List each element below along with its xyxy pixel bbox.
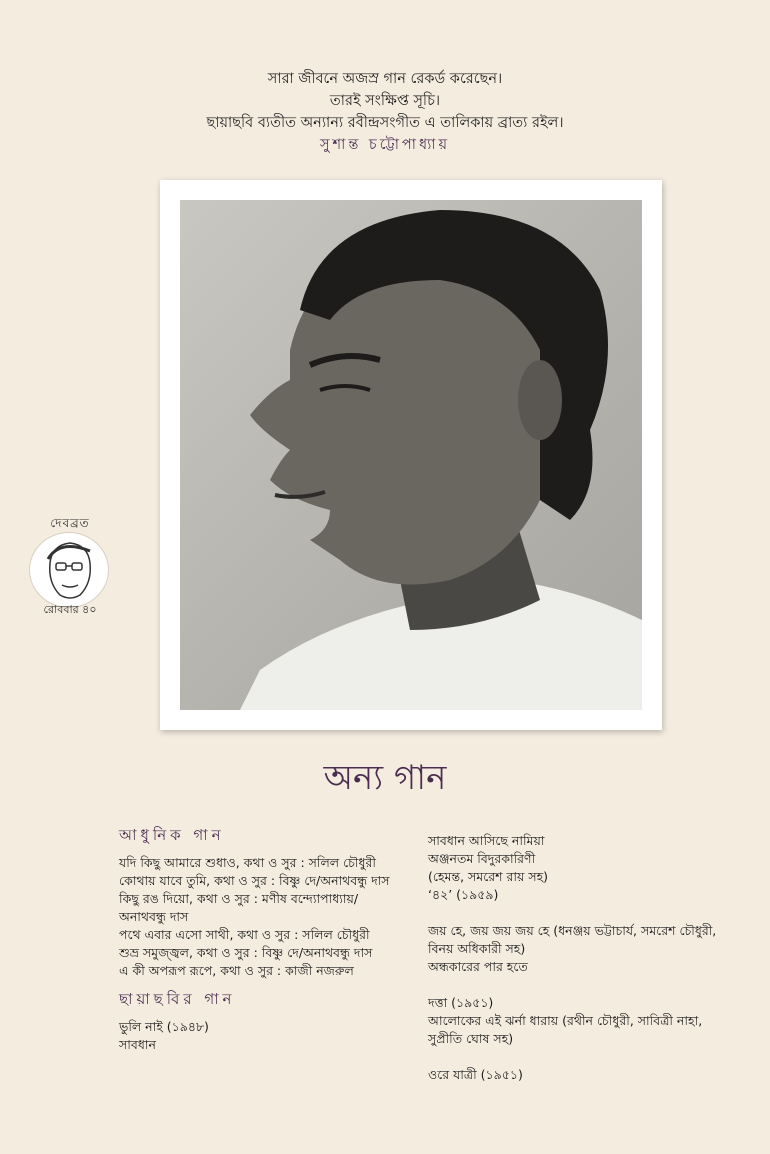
list-item: অঞ্জনতম বিদুরকারিণী bbox=[428, 851, 536, 866]
list-item: সাবধান bbox=[119, 1037, 156, 1052]
section-title: অন্য গান bbox=[323, 758, 447, 798]
list-item: অনাথবন্ধু দাস bbox=[119, 909, 189, 924]
list-item: এ কী অপরূপ রূপে, কথা ও সুর : কাজী নজরুল bbox=[119, 963, 354, 978]
intro-author: সুশান্ত চট্টোপাধ্যায় bbox=[319, 137, 451, 153]
intro-line-2: তারই সংক্ষিপ্ত সূচি। bbox=[329, 93, 441, 109]
portrait-photo bbox=[180, 200, 642, 710]
list-item: পথে এবার এসো সাথী, কথা ও সুর : সলিল চৌধুরী bbox=[119, 927, 370, 942]
right-column bbox=[428, 832, 728, 1084]
intro-line-3: ছায়াছবি ব্যতীত অন্যান্য রবীন্দ্রসংগীত এ তালিকায় ব্রাত্য রইল। bbox=[206, 115, 564, 131]
list-item: ‘৪২’ (১৯৫৯) bbox=[428, 887, 499, 902]
list-item: জয় হে, জয় জয় জয় হে (ধনঞ্জয় ভট্টাচার্য, সমরেশ চৌধুরী, bbox=[428, 923, 717, 938]
sketch-portrait-icon bbox=[30, 533, 108, 607]
list-item: অন্ধকারের পার হতে bbox=[428, 959, 528, 974]
list-item: দত্তা (১৯৫১) bbox=[428, 995, 494, 1010]
list-item: (হেমন্ত, সমরেশ রায় সহ) bbox=[428, 869, 549, 884]
list-item: সাবধান আসিছে নামিয়া bbox=[428, 833, 545, 848]
intro-block bbox=[0, 68, 770, 156]
list-item: কোথায় যাবে তুমি, কথা ও সুর : বিষ্ণু দে/অনাথবন্ধু দাস bbox=[119, 873, 390, 888]
list-item: ওরে যাত্রী (১৯৫১) bbox=[428, 1067, 523, 1082]
series-badge bbox=[22, 515, 118, 617]
intro-line-1: সারা জীবনে অজস্র গান রেকর্ড করেছেন। bbox=[267, 71, 503, 87]
badge-portrait-circle bbox=[30, 533, 108, 607]
left-column bbox=[119, 826, 419, 1054]
badge-bottom-text: রোববার ৪০ bbox=[43, 603, 97, 616]
list-item: যদি কিছু আমারে শুধাও, কথা ও সুর : সলিল চৌধুরী bbox=[119, 855, 376, 870]
list-item: ভুলি নাই (১৯৪৮) bbox=[119, 1019, 209, 1034]
heading-modern-songs: আধুনিক গান bbox=[119, 826, 225, 844]
list-item: শুভ্র সমুজ্জ্বল, কথা ও সুর : বিষ্ণু দে/অনাথবন্ধু দাস bbox=[119, 945, 373, 960]
list-item: বিনয় অধিকারী সহ) bbox=[428, 941, 526, 956]
heading-film-songs: ছায়াছবির গান bbox=[119, 990, 236, 1008]
portrait-frame bbox=[160, 180, 662, 730]
list-item: কিছু রঙ দিয়ো, কথা ও সুর : মণীষ বন্দ্যোপাধ্যায়/ bbox=[119, 891, 359, 906]
list-item: আলোকের এই ঝর্না ধারায় (রথীন চৌধুরী, সাবিত্রী নাহা, bbox=[428, 1013, 703, 1028]
badge-top-text: দেবব্রত bbox=[50, 516, 90, 530]
list-item: সুপ্রীতি ঘোষ সহ) bbox=[428, 1031, 514, 1046]
